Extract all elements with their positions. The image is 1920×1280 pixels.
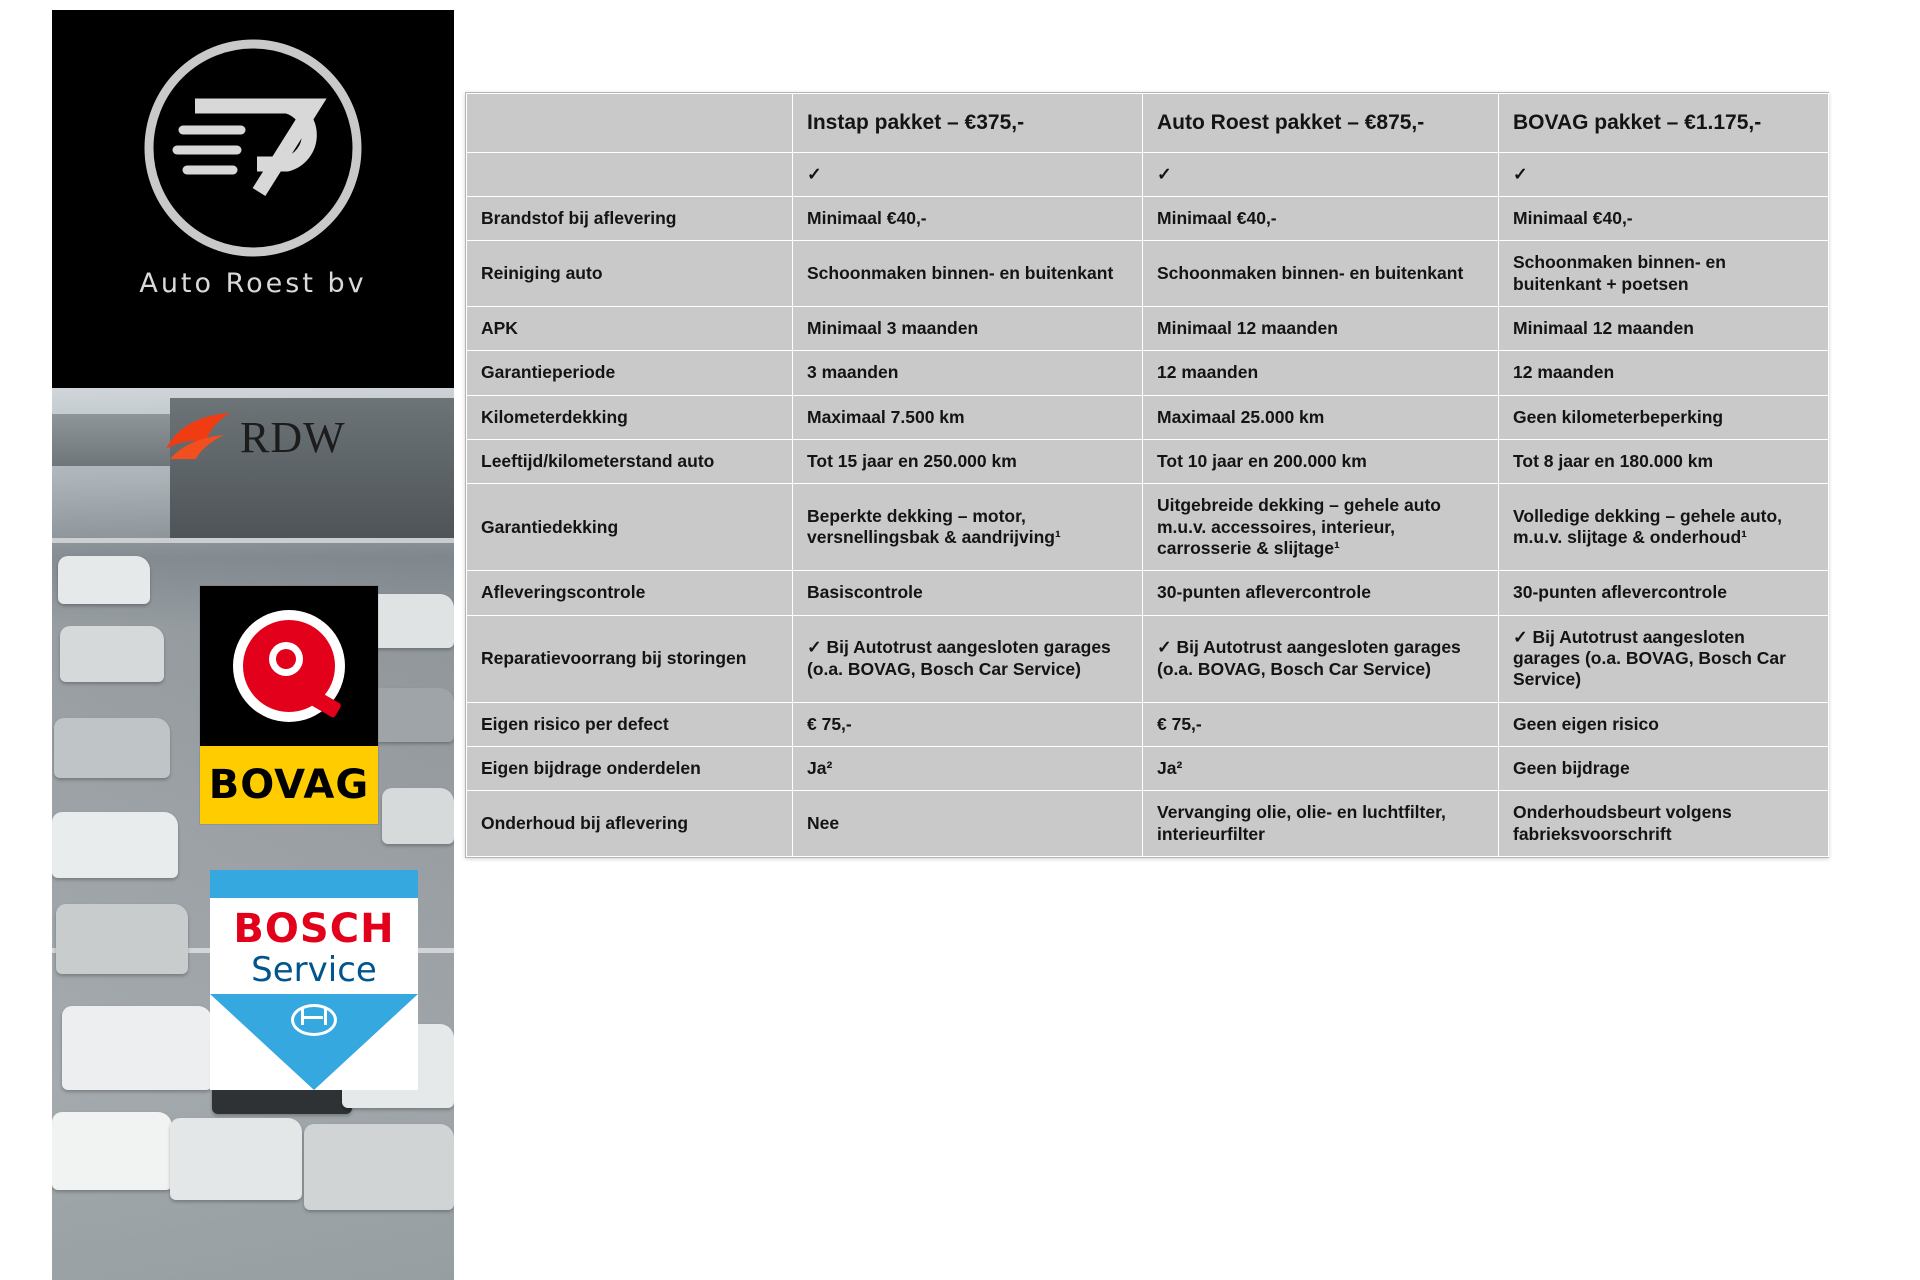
photo-car	[56, 904, 188, 974]
row-value-auto-roest: Schoonmaken binnen- en buitenkant	[1143, 241, 1499, 307]
row-value-instap: Nee	[793, 791, 1143, 857]
row-value-auto-roest: ✓ Bij Autotrust aangesloten garages (o.a. BOVAG, Bosch Car Service)	[1143, 615, 1499, 702]
table-row	[467, 395, 1829, 439]
row-value-bovag: ✓ Bij Autotrust aangesloten garages (o.a. BOVAG, Bosch Car Service)	[1499, 615, 1829, 702]
auto-roest-monogram-icon	[137, 32, 369, 264]
row-value-bovag: Geen eigen risico	[1499, 702, 1829, 746]
row-value-instap: Ja²	[793, 747, 1143, 791]
row-value-instap: Minimaal 3 maanden	[793, 306, 1143, 350]
table-row	[467, 440, 1829, 484]
photo-car	[60, 626, 164, 682]
bovag-circle-icon	[233, 610, 345, 722]
photo-car	[52, 812, 178, 878]
photo-car	[62, 1006, 212, 1090]
bovag-wordmark	[200, 746, 378, 824]
left-column	[52, 10, 454, 1280]
bosch-car-service-badge	[210, 870, 418, 1070]
bovag-badge	[200, 586, 378, 824]
bosch-label: BOSCH	[233, 906, 395, 952]
row-label: Kilometerdekking	[467, 395, 793, 439]
table-row	[467, 791, 1829, 857]
row-value-bovag: Geen kilometerbeperking	[1499, 395, 1829, 439]
row-label: Garantiedekking	[467, 484, 793, 571]
row-label: Brandstof bij aflevering	[467, 196, 793, 240]
table-row	[467, 351, 1829, 395]
header-feature-column	[467, 94, 793, 153]
row-value-auto-roest: Minimaal 12 maanden	[1143, 306, 1499, 350]
row-value-bovag: Geen bijdrage	[1499, 747, 1829, 791]
row-label: Reparatievoorrang bij storingen	[467, 615, 793, 702]
row-value-bovag: 12 maanden	[1499, 351, 1829, 395]
brand-logo-panel	[52, 10, 454, 388]
rdw-label: RDW	[240, 412, 346, 462]
dealership-photo	[52, 388, 454, 1280]
row-label: Eigen bijdrage onderdelen	[467, 747, 793, 791]
bovag-mark	[200, 586, 378, 746]
table-row	[467, 571, 1829, 615]
photo-car	[52, 1112, 172, 1190]
row-value-bovag: 30-punten aflevercontrole	[1499, 571, 1829, 615]
comparison-table	[466, 93, 1829, 857]
table-body	[467, 152, 1829, 857]
table-row	[467, 747, 1829, 791]
row-value-auto-roest: Tot 10 jaar en 200.000 km	[1143, 440, 1499, 484]
row-value-instap: € 75,-	[793, 702, 1143, 746]
row-value-bovag: Schoonmaken binnen- en buitenkant + poetsen	[1499, 241, 1829, 307]
photo-car	[170, 1118, 302, 1200]
rdw-badge	[162, 402, 392, 472]
header-package-instap: Instap pakket – €375,-	[793, 94, 1143, 153]
row-value-auto-roest: € 75,-	[1143, 702, 1499, 746]
bovag-label: BOVAG	[208, 762, 370, 808]
bovag-inner-circle	[243, 620, 335, 712]
row-value-instap: 3 maanden	[793, 351, 1143, 395]
row-label: Reiniging auto	[467, 241, 793, 307]
row-value-instap: Beperkte dekking – motor, versnellingsbak & aandrijving¹	[793, 484, 1143, 571]
row-value-bovag: Tot 8 jaar en 180.000 km	[1499, 440, 1829, 484]
rdw-flame-icon	[162, 409, 234, 465]
table-row	[467, 241, 1829, 307]
bosch-triangle	[210, 994, 418, 1090]
table-row	[467, 484, 1829, 571]
photo-car	[58, 556, 150, 604]
row-label: Leeftijd/kilometerstand auto	[467, 440, 793, 484]
table-row	[467, 306, 1829, 350]
row-value-bovag: Minimaal 12 maanden	[1499, 306, 1829, 350]
table-row	[467, 196, 1829, 240]
package-comparison-table	[465, 92, 1829, 858]
table-head	[467, 94, 1829, 153]
row-value-instap: Tot 15 jaar en 250.000 km	[793, 440, 1143, 484]
bosch-top-strip	[210, 870, 418, 898]
row-value-auto-roest: 12 maanden	[1143, 351, 1499, 395]
row-value-bovag: Volledige dekking – gehele auto, m.u.v. slijtage & onderhoud¹	[1499, 484, 1829, 571]
table-row	[467, 702, 1829, 746]
row-value-auto-roest: Uitgebreide dekking – gehele auto m.u.v. accessoires, interieur, carrosserie & slijtage¹	[1143, 484, 1499, 571]
row-label: APK	[467, 306, 793, 350]
row-value-bovag: ✓	[1499, 152, 1829, 196]
bosch-service-label: Service	[251, 950, 377, 990]
row-value-auto-roest: Maximaal 25.000 km	[1143, 395, 1499, 439]
row-value-instap: Maximaal 7.500 km	[793, 395, 1143, 439]
header-package-bovag: BOVAG pakket – €1.175,-	[1499, 94, 1829, 153]
bovag-dot-inner	[276, 649, 296, 669]
brand-logo-text: Auto Roest bv	[139, 268, 367, 299]
row-value-instap: Schoonmaken binnen- en buitenkant	[793, 241, 1143, 307]
bosch-body	[210, 898, 418, 1090]
table-row	[467, 152, 1829, 196]
bosch-armature-icon	[291, 1004, 337, 1036]
row-value-instap: Basiscontrole	[793, 571, 1143, 615]
row-value-auto-roest: Vervanging olie, olie- en luchtfilter, interieurfilter	[1143, 791, 1499, 857]
row-value-auto-roest: Minimaal €40,-	[1143, 196, 1499, 240]
row-label: Onderhoud bij aflevering	[467, 791, 793, 857]
row-value-auto-roest: Ja²	[1143, 747, 1499, 791]
header-package-auto-roest: Auto Roest pakket – €875,-	[1143, 94, 1499, 153]
row-value-bovag: Onderhoudsbeurt volgens fabrieksvoorschrift	[1499, 791, 1829, 857]
row-value-instap: ✓ Bij Autotrust aangesloten garages (o.a. BOVAG, Bosch Car Service)	[793, 615, 1143, 702]
row-value-auto-roest: ✓	[1143, 152, 1499, 196]
row-label: Afleveringscontrole	[467, 571, 793, 615]
row-value-instap: ✓	[793, 152, 1143, 196]
photo-car	[382, 788, 454, 844]
photo-car	[368, 688, 454, 742]
table-row	[467, 615, 1829, 702]
row-label: Garantieperiode	[467, 351, 793, 395]
row-label	[467, 152, 793, 196]
photo-road-line	[52, 538, 454, 543]
photo-car	[54, 718, 170, 778]
photo-car	[304, 1124, 454, 1210]
row-value-auto-roest: 30-punten aflevercontrole	[1143, 571, 1499, 615]
photo-building-secondary	[52, 414, 170, 466]
row-label: Eigen risico per defect	[467, 702, 793, 746]
table-header-row	[467, 94, 1829, 153]
row-value-bovag: Minimaal €40,-	[1499, 196, 1829, 240]
row-value-instap: Minimaal €40,-	[793, 196, 1143, 240]
bovag-tail	[294, 682, 342, 719]
